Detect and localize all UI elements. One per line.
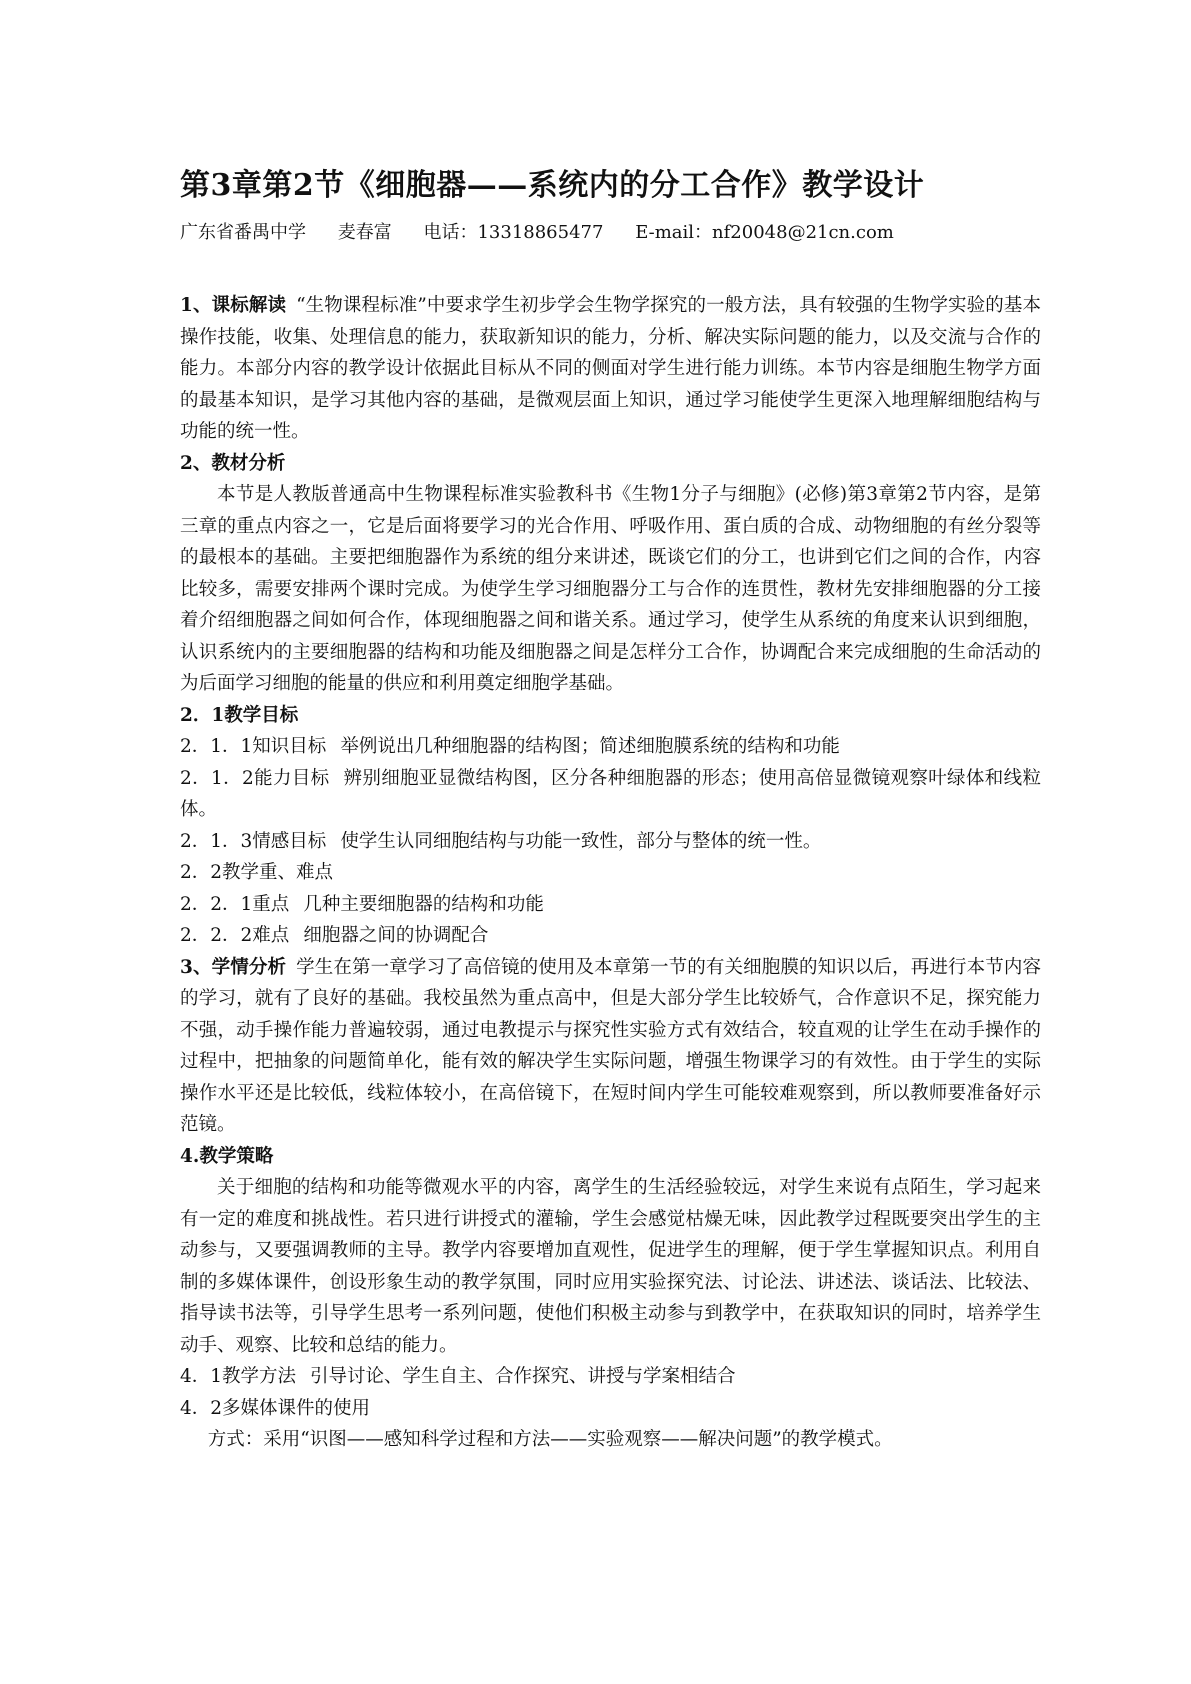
section-2-1-heading: 2．1教学目标 — [180, 704, 299, 726]
author-email: E-mail：nf20048@21cn.com — [635, 222, 894, 243]
section-1-text: “生物课程标准”中要求学生初步学会生物学探究的一般方法，具有较强的生物学实验的基本操作技能，收集、处理信息的能力，获取新知识的能力，分析、解决实际问题的能力，以及交流与合作的能力。本部分内容的教学设计依据此目标从不同的侧面对学生进行能力训练。本节内容是细胞生物学方面的最基本知识，是学习其他内容的基础，是微观层面上知识，通过学习能使学生更深入地理解细胞结构与功能的统一性。 — [180, 295, 1042, 442]
section-4-heading: 4.教学策略 — [180, 1145, 274, 1167]
section-2-2-1-paragraph — [180, 889, 1041, 921]
section-2-1-1-text: 举例说出几种细胞器的结构图；简述细胞膜系统的结构和功能 — [340, 736, 840, 757]
section-1-paragraph — [180, 290, 1041, 448]
section-3-heading: 3、学情分析 — [180, 956, 287, 978]
author-name: 麦春富 — [337, 222, 392, 243]
section-2-1-2-label: 2．1．2能力目标 — [180, 767, 330, 789]
section-2-heading: 2、教材分析 — [180, 452, 286, 474]
section-4-1-text: 引导讨论、学生自主、合作探究、讲授与学案相结合 — [310, 1366, 736, 1387]
section-2-1-3-label: 2．1．3情感目标 — [180, 830, 327, 852]
section-4-2-heading: 4．2多媒体课件的使用 — [180, 1397, 371, 1419]
document-body — [180, 290, 1041, 1456]
section-2-1-1-paragraph — [180, 731, 1041, 763]
section-2-1-1-label: 2．1．1知识目标 — [180, 736, 327, 757]
section-3-paragraph — [180, 952, 1041, 1141]
document-title: 第3章第2节《细胞器——系统内的分工合作》教学设计 — [180, 168, 925, 203]
section-2-text: 本节是人教版普通高中生物课程标准实验教科书《生物1分子与细胞》(必修)第3章第2节内容，是第三章的重点内容之一，它是后面将要学习的光合作用、呼吸作用、蛋白质的合成、动物细胞的有丝分裂等的最根本的基础。主要把细胞器作为系统的组分来讲述，既谈它们的分工，也讲到它们之间的合作，内容比较多，需要安排两个课时完成。为使学生学习细胞器分工与合作的连贯性，教材先安排细胞器的分工接着介绍细胞器之间如何合作，体现细胞器之间和谐关系。通过学习，使学生从系统的角度来认识到细胞，认识系统内的主要细胞器的结构和功能及细胞器之间是怎样分工合作，协调配合来完成细胞的生命活动的为后面学习细胞的能量的供应和利用奠定细胞学基础。 — [180, 484, 1041, 694]
section-4-1-paragraph — [180, 1361, 1041, 1393]
section-2-2-2-label: 2．2．2难点 — [180, 925, 290, 946]
section-2-2-1-label: 2．2．1重点 — [180, 893, 290, 915]
section-2-1-2-text: 辨别细胞亚显微结构图，区分各种细胞器的形态；使用高倍显微镜观察叶绿体和线粒体。 — [180, 767, 1041, 820]
section-1-heading: 1、课标解读 — [180, 295, 287, 316]
section-4-2-text: 方式：采用“识图——感知科学过程和方法——实验观察——解决问题”的教学模式。 — [207, 1429, 893, 1450]
author-school: 广东省番禺中学 — [180, 222, 306, 243]
author-phone: 电话：13318865477 — [423, 222, 604, 243]
section-2-2-heading: 2．2教学重、难点 — [180, 862, 334, 883]
section-2-2-2-text: 细胞器之间的协调配合 — [303, 925, 489, 946]
section-4-1-label: 4．1教学方法 — [180, 1366, 297, 1387]
section-2-1-2-paragraph — [180, 763, 1041, 826]
author-line — [180, 218, 1041, 244]
section-3-text: 学生在第一章学习了高倍镜的使用及本章第一节的有关细胞膜的知识以后，再进行本节内容的学习，就有了良好的基础。我校虽然为重点高中，但是大部分学生比较娇气，合作意识不足，探究能力不强，动手操作能力普遍较弱，通过电教提示与探究性实验方式有效结合，较直观的让学生在动手操作的过程中，把抽象的问题简单化，能有效的解决学生实际问题，增强生物课学习的有效性。由于学生的实际操作水平还是比较低，线粒体较小，在高倍镜下，在短时间内学生可能较难观察到，所以教师要准备好示范镜。 — [180, 956, 1041, 1135]
section-2-1-3-text: 使学生认同细胞结构与功能一致性，部分与整体的统一性。 — [340, 830, 822, 852]
section-2-2-1-text: 几种主要细胞器的结构和功能 — [303, 893, 544, 915]
section-2-2-2-paragraph — [180, 920, 1041, 952]
section-4-text: 关于细胞的结构和功能等微观水平的内容，离学生的生活经验较远，对学生来说有点陌生，学习起来有一定的难度和挑战性。若只进行讲授式的灌输，学生会感觉枯燥无味，因此教学过程既要突出学生的主动参与，又要强调教师的主导。教学内容要增加直观性，促进学生的理解，便于学生掌握知识点。利用自制的多媒体课件，创设形象生动的教学氛围，同时应用实验探究法、讨论法、讲述法、谈话法、比较法、指导读书法等，引导学生思考一系列问题，使他们积极主动参与到教学中，在获取知识的同时，培养学生动手、观察、比较和总结的能力。 — [180, 1177, 1041, 1356]
section-2-1-3-paragraph — [180, 826, 1041, 858]
